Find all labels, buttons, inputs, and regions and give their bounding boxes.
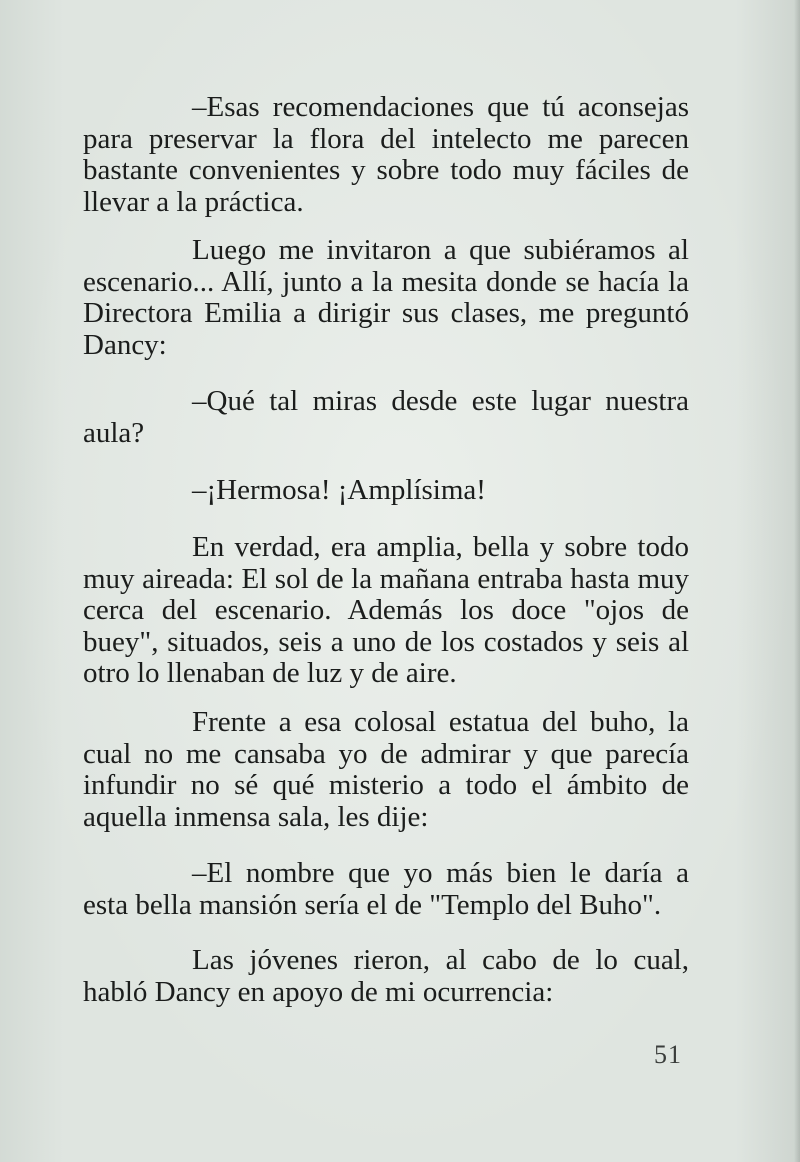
paragraph-8: Las jóvenes rieron, al cabo de lo cual, habló Dancy en apoyo de mi ocurrencia: <box>83 944 689 1008</box>
page-edge-shadow <box>794 0 800 1162</box>
paragraph-4: –¡Hermosa! ¡Amplísima! <box>192 474 486 506</box>
paragraph-1: –Esas recomendaciones que tú aconsejas para preservar la flora del intelecto me parecen bastante convenientes y sobre todo muy fáciles de llevar a la práctica. <box>83 91 689 218</box>
paragraph-6: Frente a esa colosal estatua del buho, la cual no me cansaba yo de admirar y que parecía infundir no sé qué misterio a todo el ámbito de aquella inmensa sala, les dije: <box>83 706 689 833</box>
paragraph-3: –Qué tal miras desde este lugar nuestra aula? <box>83 385 689 449</box>
paragraph-5: En verdad, era amplia, bella y sobre todo muy aireada: El sol de la mañana entraba hasta muy cerca del escenario. Además los doce "ojos de buey", situados, seis a uno de los costados y seis al otro lo llenaban de luz y de aire. <box>83 531 689 689</box>
page-number: 51 <box>654 1040 682 1069</box>
paragraph-7: –El nombre que yo más bien le daría a esta bella mansión sería el de "Templo del Buho". <box>83 857 689 921</box>
paragraph-2: Luego me invitaron a que subiéramos al escenario... Allí, junto a la mesita donde se hacía la Directora Emilia a dirigir sus clases, me preguntó Dancy: <box>83 234 689 361</box>
